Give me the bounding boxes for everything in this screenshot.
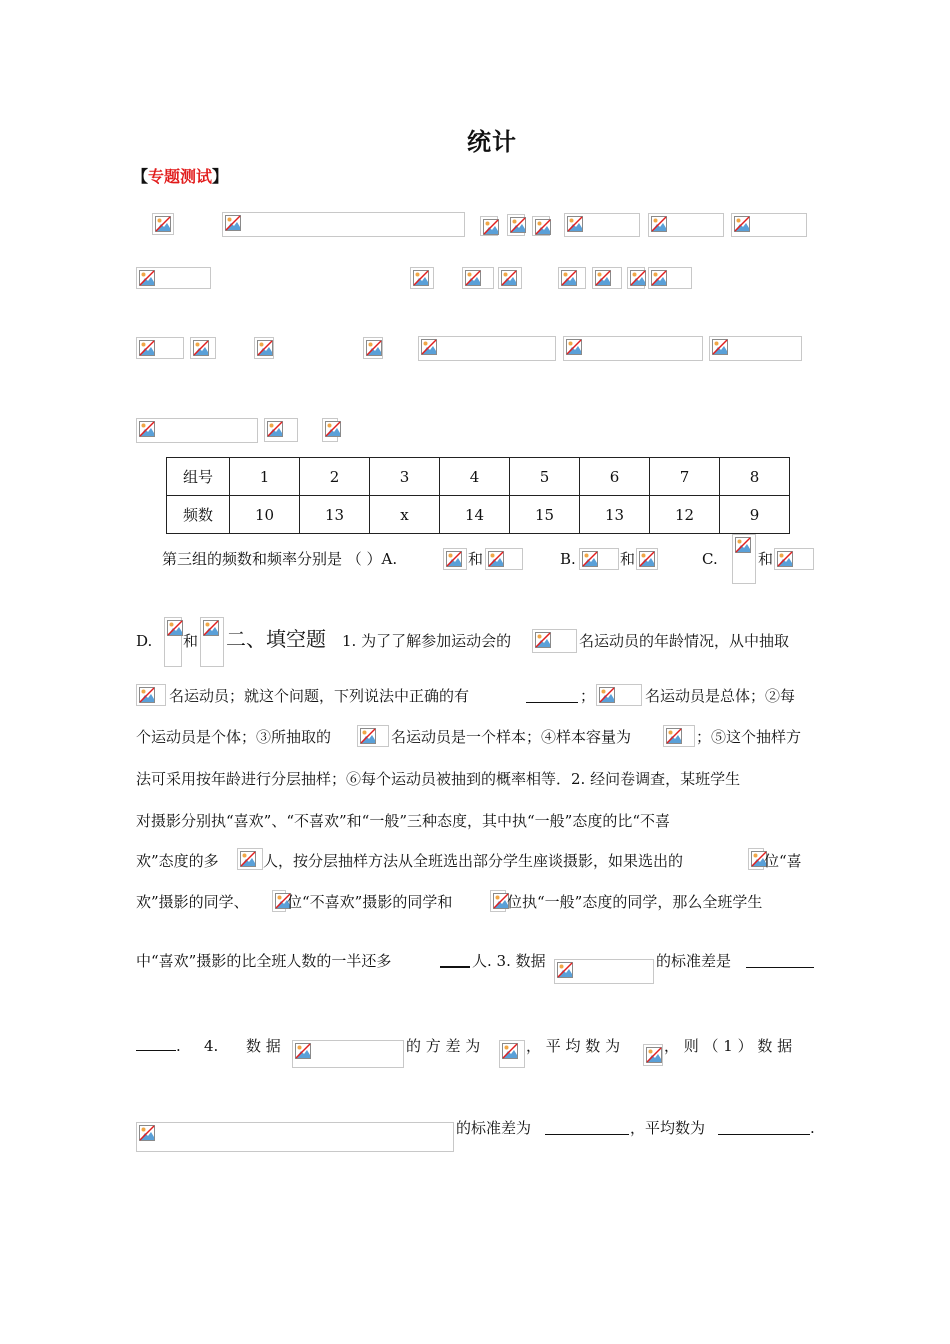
paragraph-text: 名运动员；就这个问题，下列说法中正确的有 <box>169 687 470 705</box>
table-cell: 1 <box>230 458 300 496</box>
fill-in-heading: 二、填空题 <box>226 627 326 651</box>
paragraph-text: 1. 为了了解参加运动会的 <box>342 632 512 650</box>
and-text: 和 <box>758 550 774 568</box>
broken-image-icon <box>643 1044 663 1066</box>
broken-image-icon <box>136 337 184 359</box>
broken-image-icon <box>363 337 383 359</box>
table-cell: 14 <box>440 496 510 534</box>
table-cell: x <box>370 496 440 534</box>
table-cell: 12 <box>650 496 720 534</box>
broken-image-icon <box>480 216 498 236</box>
broken-image-icon <box>579 548 619 570</box>
table-cell: 2 <box>300 458 370 496</box>
broken-image-icon <box>774 548 814 570</box>
broken-image-icon <box>357 725 389 747</box>
paragraph-text: 的标准差为 <box>456 1119 532 1137</box>
option-c-label: C. <box>702 550 718 568</box>
broken-image-icon <box>410 267 434 289</box>
table-cell: 13 <box>300 496 370 534</box>
table-cell: 5 <box>510 458 580 496</box>
broken-image-icon <box>254 337 274 359</box>
option-b-label: B. <box>560 550 576 568</box>
broken-image-icon <box>264 418 298 442</box>
table-cell: 8 <box>720 458 790 496</box>
table-cell: 9 <box>720 496 790 534</box>
answer-blank[interactable] <box>440 952 470 968</box>
answer-blank[interactable] <box>526 688 578 703</box>
broken-image-icon <box>485 548 523 570</box>
broken-image-icon <box>152 213 174 235</box>
broken-image-icon <box>532 216 550 236</box>
table-cell: 13 <box>580 496 650 534</box>
broken-image-icon <box>663 725 695 747</box>
paragraph-text: 名运动员是总体；②每 <box>645 687 796 705</box>
broken-image-icon <box>648 213 724 237</box>
broken-image-icon <box>709 336 802 361</box>
broken-image-icon <box>507 214 525 236</box>
table-cell: 10 <box>230 496 300 534</box>
paragraph-text: ，平均数为 <box>630 1119 706 1137</box>
question-stem: 第三组的频数和频率分别是 （ ）A. <box>162 550 398 568</box>
table-row <box>167 496 790 534</box>
answer-blank[interactable] <box>746 953 814 968</box>
table-cell: 6 <box>580 458 650 496</box>
broken-image-icon <box>532 629 577 653</box>
broken-image-icon <box>164 617 182 667</box>
broken-image-icon <box>498 267 522 289</box>
paragraph-text: 法可采用按年龄进行分层抽样；⑥每个运动员被抽到的概率相等．2. 经问卷调查，某班学生 <box>136 770 741 788</box>
broken-image-icon <box>190 337 216 359</box>
broken-image-icon <box>564 213 640 237</box>
paragraph-text: ； <box>580 687 596 705</box>
paragraph-text: 名运动员的年龄情况，从中抽取 <box>579 632 790 650</box>
paragraph-text: 数 据 <box>246 1037 281 1055</box>
and-text: 和 <box>620 550 636 568</box>
broken-image-icon <box>636 548 658 570</box>
paragraph-text: 对摄影分别执“喜欢”、“不喜欢”和“一般”三种态度，其中执“一般”态度的比“不喜 <box>136 812 671 830</box>
broken-image-icon <box>462 267 494 289</box>
table-cell: 3 <box>370 458 440 496</box>
broken-image-icon <box>592 267 622 289</box>
broken-image-icon <box>136 1122 454 1152</box>
section-bracket-close: 】 <box>212 167 229 186</box>
paragraph-text: 位执“一般”态度的同学，那么全班学生 <box>507 893 763 911</box>
broken-image-icon <box>222 212 465 237</box>
section-label: 专题测试 <box>148 167 213 186</box>
broken-image-icon <box>292 1040 404 1068</box>
option-d-label: D. <box>136 632 153 650</box>
table-cell: 4 <box>440 458 510 496</box>
paragraph-text: 位“不喜欢”摄影的同学和 <box>287 893 453 911</box>
table-cell: 频数 <box>167 496 230 534</box>
broken-image-icon <box>596 684 642 706</box>
table-cell: 组号 <box>167 458 230 496</box>
broken-image-icon <box>731 213 807 237</box>
document-title: 统计 <box>467 128 517 156</box>
answer-blank[interactable] <box>136 1036 176 1051</box>
broken-image-icon <box>490 890 506 912</box>
broken-image-icon <box>563 336 703 361</box>
broken-image-icon <box>443 548 467 570</box>
broken-image-icon <box>732 534 756 584</box>
broken-image-icon <box>136 684 166 706</box>
table-row <box>167 458 790 496</box>
table-cell: 7 <box>650 458 720 496</box>
broken-image-icon <box>418 336 556 361</box>
frequency-table <box>166 457 790 534</box>
paragraph-text: 中“喜欢”摄影的比全班人数的一半还多 <box>136 952 392 970</box>
broken-image-icon <box>748 848 764 870</box>
paragraph-text: 位“喜 <box>764 852 802 870</box>
paragraph-text: 的 方 差 为 <box>406 1037 481 1055</box>
paragraph-text: 人，按分层抽样方法从全班选出部分学生座谈摄影，如果选出的 <box>263 852 684 870</box>
broken-image-icon <box>200 617 224 667</box>
paragraph-text: 欢”态度的多 <box>136 852 219 870</box>
paragraph-text: 名运动员是一个样本；④样本容量为 <box>391 728 632 746</box>
paragraph-text: 欢”摄影的同学、 <box>136 893 249 911</box>
and-text: 和 <box>183 632 199 650</box>
paragraph-text: ；⑤这个抽样方 <box>696 728 802 746</box>
section-bracket-open: 【 <box>132 167 149 186</box>
broken-image-icon <box>558 267 586 289</box>
table-cell: 15 <box>510 496 580 534</box>
paragraph-text: 个运动员是个体；③所抽取的 <box>136 728 332 746</box>
paragraph-text: 4. <box>204 1037 219 1055</box>
broken-image-icon <box>648 267 692 289</box>
broken-image-icon <box>554 959 654 984</box>
broken-image-icon <box>237 848 263 870</box>
paragraph-text: ， 平 均 数 为 <box>526 1037 621 1055</box>
broken-image-icon <box>322 418 338 442</box>
broken-image-icon <box>627 267 645 289</box>
section-heading <box>132 164 228 187</box>
paragraph-text: 的标准差是 <box>656 952 732 970</box>
and-text: 和 <box>468 550 484 568</box>
paragraph-text: 人. 3. 数据 <box>472 952 546 970</box>
answer-blank[interactable] <box>545 1120 629 1135</box>
paragraph-text: . <box>176 1037 181 1055</box>
answer-blank[interactable] <box>718 1120 810 1135</box>
paragraph-text: ， 则 （ 1 ） 数 据 <box>664 1037 793 1055</box>
broken-image-icon <box>272 890 286 912</box>
broken-image-icon <box>136 267 211 289</box>
broken-image-icon <box>136 418 258 443</box>
paragraph-text: . <box>810 1119 815 1137</box>
broken-image-icon <box>499 1040 525 1068</box>
